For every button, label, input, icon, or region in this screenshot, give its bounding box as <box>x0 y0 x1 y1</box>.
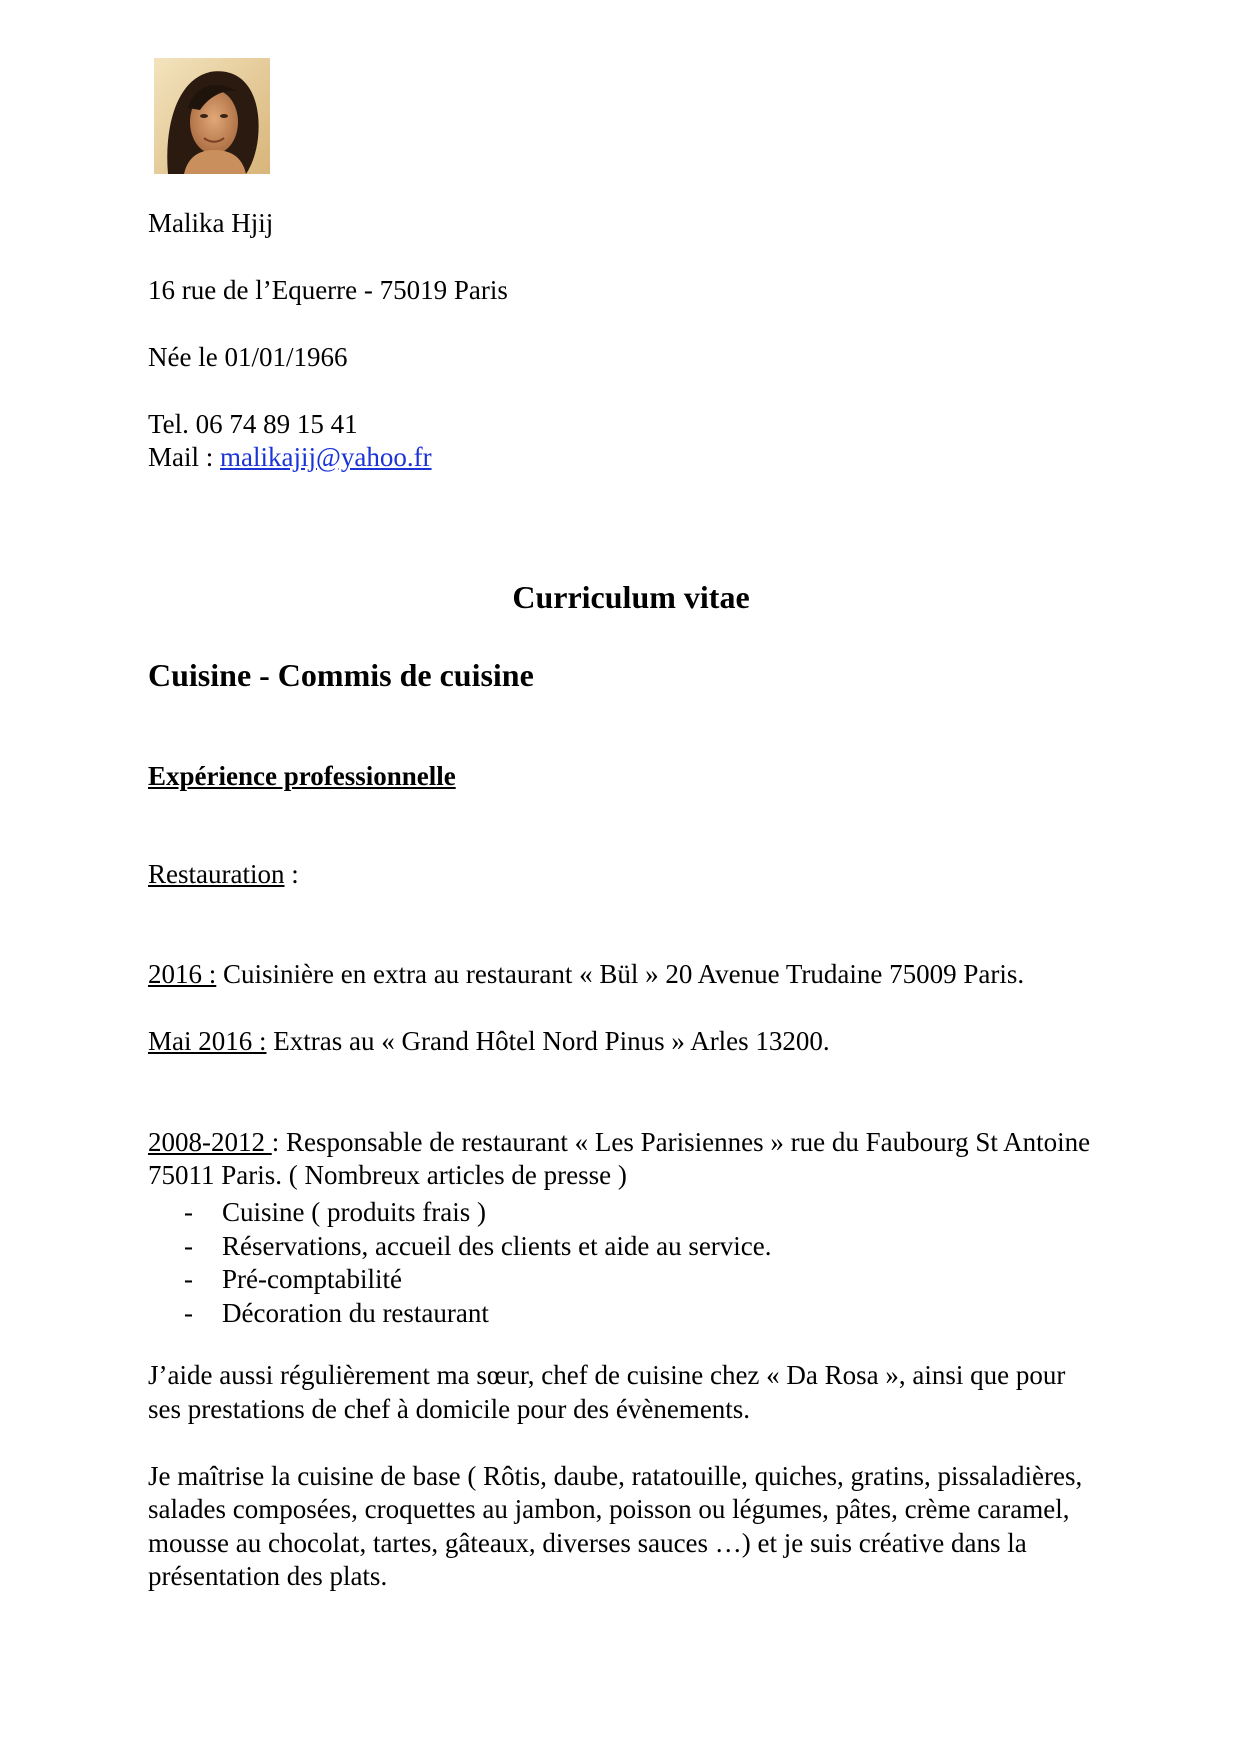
task-text: Pré-comptabilité <box>222 1264 402 1294</box>
experience-item <box>148 1024 830 1058</box>
task-text: Réservations, accueil des clients et aide au service. <box>222 1230 772 1261</box>
paragraph-line: présentation des plats. <box>148 1561 388 1591</box>
email-line <box>148 440 432 474</box>
experience-text-continued: 75011 Paris. ( Nombreux articles de presse ) <box>148 1160 627 1190</box>
portrait-image <box>154 58 270 174</box>
experience-text: Extras au « Grand Hôtel Nord Pinus » Arles 13200. <box>266 1026 830 1056</box>
experience-item <box>148 957 1024 991</box>
category-line <box>148 857 299 891</box>
list-item <box>184 1196 772 1230</box>
bullet-dash: - <box>184 1297 193 1328</box>
section-title-experience: Expérience professionnelle <box>148 761 456 791</box>
experience-item <box>148 1125 1090 1159</box>
task-text: Décoration du restaurant <box>222 1297 489 1328</box>
category-suffix: : <box>284 859 299 889</box>
bullet-dash: - <box>184 1230 193 1261</box>
phone: Tel. 06 74 89 15 41 <box>148 409 358 439</box>
paragraph-line: mousse au chocolat, tartes, gâteaux, diverses sauces …) et je suis créative dans la <box>148 1528 1027 1558</box>
experience-date: 2016 : <box>148 959 217 989</box>
profile-photo <box>154 58 270 174</box>
experience-date: 2008-2012 <box>148 1127 272 1157</box>
category-label: Restauration <box>148 859 285 889</box>
paragraph-line: ses prestations de chef à domicile pour des évènements. <box>148 1394 751 1424</box>
paragraph-line: Je maîtrise la cuisine de base ( Rôtis, daube, ratatouille, quiches, gratins, pissaladières, <box>148 1461 1083 1491</box>
document-title: Curriculum vitae <box>512 579 750 615</box>
paragraph-line: salades composées, croquettes au jambon, poisson ou légumes, pâtes, crème caramel, <box>148 1494 1070 1524</box>
birth-date: Née le 01/01/1966 <box>148 342 348 372</box>
experience-text: : Responsable de restaurant « Les Parisiennes » rue du Faubourg St Antoine <box>271 1127 1091 1157</box>
paragraph-line: J’aide aussi régulièrement ma sœur, chef de cuisine chez « Da Rosa », ainsi que pour <box>148 1360 1066 1390</box>
list-item <box>184 1230 772 1264</box>
experience-date: Mai 2016 : <box>148 1026 267 1056</box>
bullet-dash: - <box>184 1197 193 1227</box>
list-item <box>184 1297 772 1331</box>
bullet-dash: - <box>184 1264 193 1294</box>
email-label: Mail : <box>148 442 220 472</box>
task-list <box>184 1196 772 1330</box>
name: Malika Hjij <box>148 208 274 238</box>
address: 16 rue de l’Equerre - 75019 Paris <box>148 275 508 305</box>
job-title: Cuisine - Commis de cuisine <box>148 657 534 693</box>
experience-text: Cuisinière en extra au restaurant « Bül » 20 Avenue Trudaine 75009 Paris. <box>216 959 1025 989</box>
task-text: Cuisine ( produits frais ) <box>222 1197 486 1227</box>
list-item <box>184 1263 772 1297</box>
email-link[interactable]: malikajij@yahoo.fr <box>220 442 432 472</box>
